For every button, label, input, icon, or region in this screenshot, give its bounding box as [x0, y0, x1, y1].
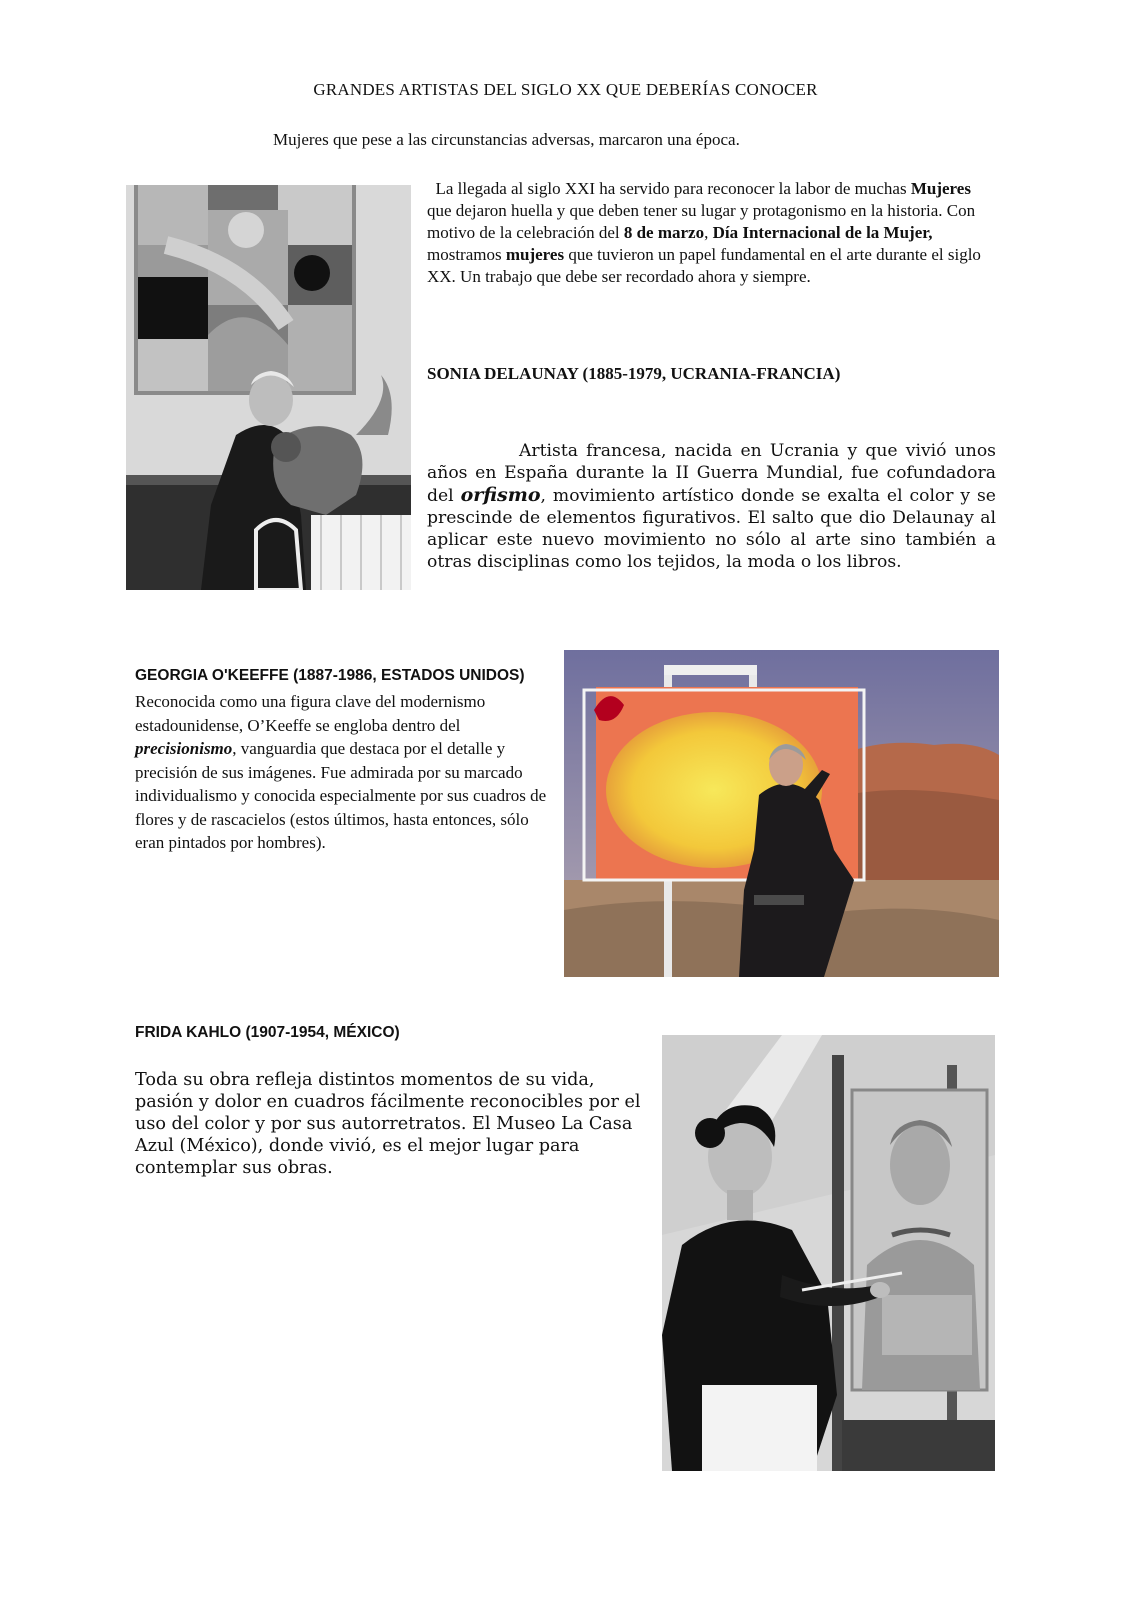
intro-paragraph: La llegada al siglo XXI ha servido para reconocer la labor de muchas Mujeres que dejaron huella y que deben tener su lugar y protagonismo en la historia. Con motivo de la celebración del 8 de marzo, Día Internacional de la Mujer, mostramos mujeres que tuvieron un papel fundamental en el arte durante el siglo XX. Un trabajo que debe ser recordado ahora y siempre. — [427, 179, 981, 286]
georgia-heading: GEORGIA O'KEEFFE (1887-1986, ESTADOS UNIDOS) — [135, 667, 525, 684]
sonia-paragraph: Artista francesa, nacida en Ucrania y que vivió unos años en España durante la II Guerra Mundial, fue cofundadora del orfismo, movimiento artístico donde se exalta el color y se prescinde de elementos figurativos. El salto que dio Delaunay al aplicar este nuevo movimiento no sólo al arte sino también a otras disciplinas como los tejidos, la moda o los libros. — [427, 441, 996, 572]
frida-heading: FRIDA KAHLO (1907-1954, MÉXICO) — [135, 1024, 400, 1041]
frida-paragraph: Toda su obra refleja distintos momentos de su vida, pasión y dolor en cuadros fácilmente reconocibles por el uso del color y por sus autorretratos. El Museo La Casa Azul (México), donde vivió, es el mejor lugar para contemplar sus obras. — [135, 1070, 641, 1178]
page-subtitle: Mujeres que pese a las circunstancias adversas, marcaron una época. — [273, 130, 740, 149]
georgia-okeeffe-photo — [564, 650, 999, 977]
sonia-delaunay-photo — [126, 185, 411, 590]
frida-kahlo-photo — [662, 1035, 995, 1471]
page-title: GRANDES ARTISTAS DEL SIGLO XX QUE DEBERÍAS CONOCER — [313, 80, 818, 99]
georgia-paragraph: Reconocida como una figura clave del modernismo estadounidense, O’Keeffe se engloba dentro del precisionismo, vanguardia que destaca por el detalle y precisión de sus imágenes. Fue admirada por su marcado individualismo y conocida especialmente por sus cuadros de flores y de rascacielos (estos últimos, hasta entonces, sólo eran pintados por hombres). — [135, 692, 547, 852]
sonia-heading: SONIA DELAUNAY (1885-1979, UCRANIA-FRANCIA) — [427, 364, 841, 383]
